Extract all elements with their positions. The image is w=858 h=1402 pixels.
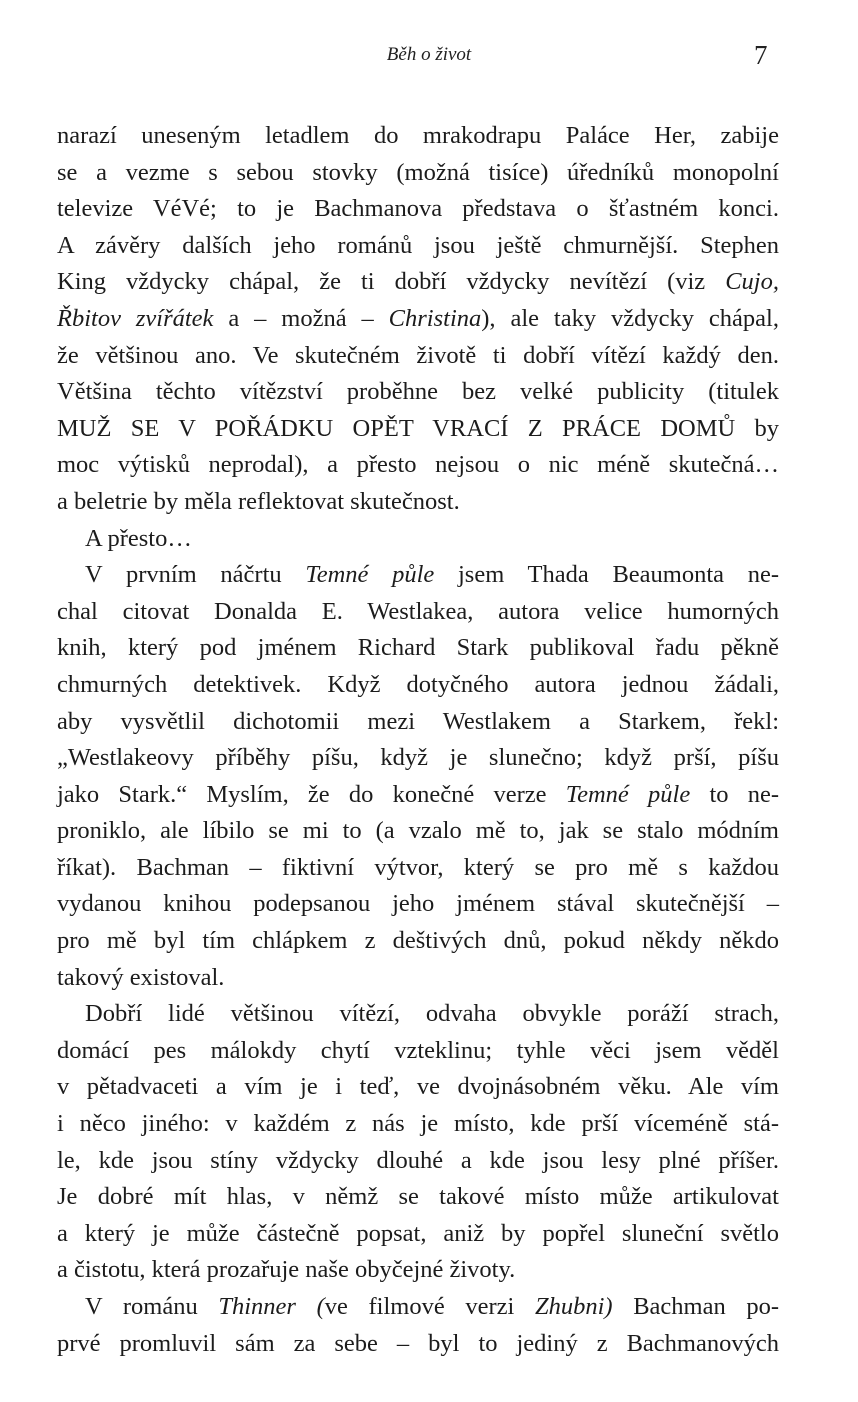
text-line: domácí pes málokdy chytí vzteklinu; tyhle věci jsem věděl [57, 1036, 779, 1064]
running-head: Běh o život [386, 44, 472, 65]
text-line: Je dobré mít hlas, v němž se takové místo může artikulovat [57, 1183, 779, 1211]
text-line: že většinou ano. Ve skutečném životě ti dobří vítězí každý den. [57, 341, 779, 369]
text-line: narazí uneseným letadlem do mrakodrapu Paláce Her, zabije [57, 122, 779, 149]
text-line: Dobří lidé většinou vítězí, odvaha obvykle poráží strach, [85, 1000, 779, 1028]
text-line: i něco jiného: v každém z nás je místo, kde prší víceméně stá- [57, 1110, 779, 1138]
text-line: chmurných detektivek. Když dotyčného autora jednou žádali, [57, 670, 779, 698]
text-line: a čistotu, která prozařuje naše obyčejné životy. [57, 1256, 516, 1284]
text-line: v pětadvaceti a vím je i teď, ve dvojnásobném věku. Ale vím [57, 1073, 779, 1101]
text-line: chal citovat Donalda E. Westlakea, autora velice humorných [57, 597, 779, 625]
page-number: 7 [754, 40, 768, 70]
text-line: A přesto… [85, 524, 192, 552]
text-line: MUŽ SE V POŘÁDKU OPĚT VRACÍ Z PRÁCE DOMŮ by [57, 414, 779, 442]
text-line: prvé promluvil sám za sebe – byl to jediný z Bachmanových [57, 1329, 779, 1357]
text-line: televize VéVé; to je Bachmanova představa o šťastném konci. [57, 195, 779, 223]
text-line: se a vezme s sebou stovky (možná tisíce) úředníků monopolní [57, 158, 779, 186]
text-line: říkat). Bachman – fiktivní výtvor, který se pro mě s každou [57, 853, 779, 881]
text-line: Řbitov zvířátek a – možná – Christina), ale taky vždycky chápal, [57, 304, 779, 332]
text-line: takový existoval. [57, 963, 225, 991]
text-line: pro mě byl tím chlápkem z deštivých dnů, pokud někdy někdo [57, 927, 779, 955]
text-line: vydanou knihou podepsanou jeho jménem stával skutečnější – [57, 890, 779, 918]
text-line: King vždycky chápal, že ti dobří vždycky nevítězí (viz Cujo, [57, 268, 779, 296]
body-text [57, 118, 779, 1362]
text-line: jako Stark.“ Myslím, že do konečné verze Temné půle to ne- [57, 780, 780, 808]
text-line: knih, který pod jménem Richard Stark publikoval řadu pěkně [57, 634, 779, 662]
text-line: a který je může částečně popsat, aniž by popřel sluneční světlo [57, 1219, 779, 1247]
text-line: aby vysvětlil dichotomii mezi Westlakem a Starkem, řekl: [57, 707, 779, 735]
text-line: V románu Thinner (ve filmové verzi Zhubni) Bachman po- [85, 1293, 780, 1320]
text-line: a beletrie by měla reflektovat skutečnost. [57, 487, 460, 515]
text-line: le, kde jsou stíny vždycky dlouhé a kde jsou lesy plné příšer. [57, 1146, 779, 1174]
text-line: „Westlakeovy příběhy píšu, když je slunečno; když prší, píšu [57, 744, 779, 772]
text-line: Většina těchto vítězství proběhne bez velké publicity (titulek [57, 378, 779, 406]
text-line: A závěry dalších jeho románů jsou ještě chmurnější. Stephen [57, 231, 779, 259]
text-line: proniklo, ale líbilo se mi to (a vzalo mě to, jak se stalo módním [57, 817, 779, 845]
text-line: moc výtisků neprodal), a přesto nejsou o nic méně skutečná… [57, 451, 779, 479]
text-line: V prvním náčrtu Temné půle jsem Thada Beaumonta ne- [85, 561, 779, 589]
